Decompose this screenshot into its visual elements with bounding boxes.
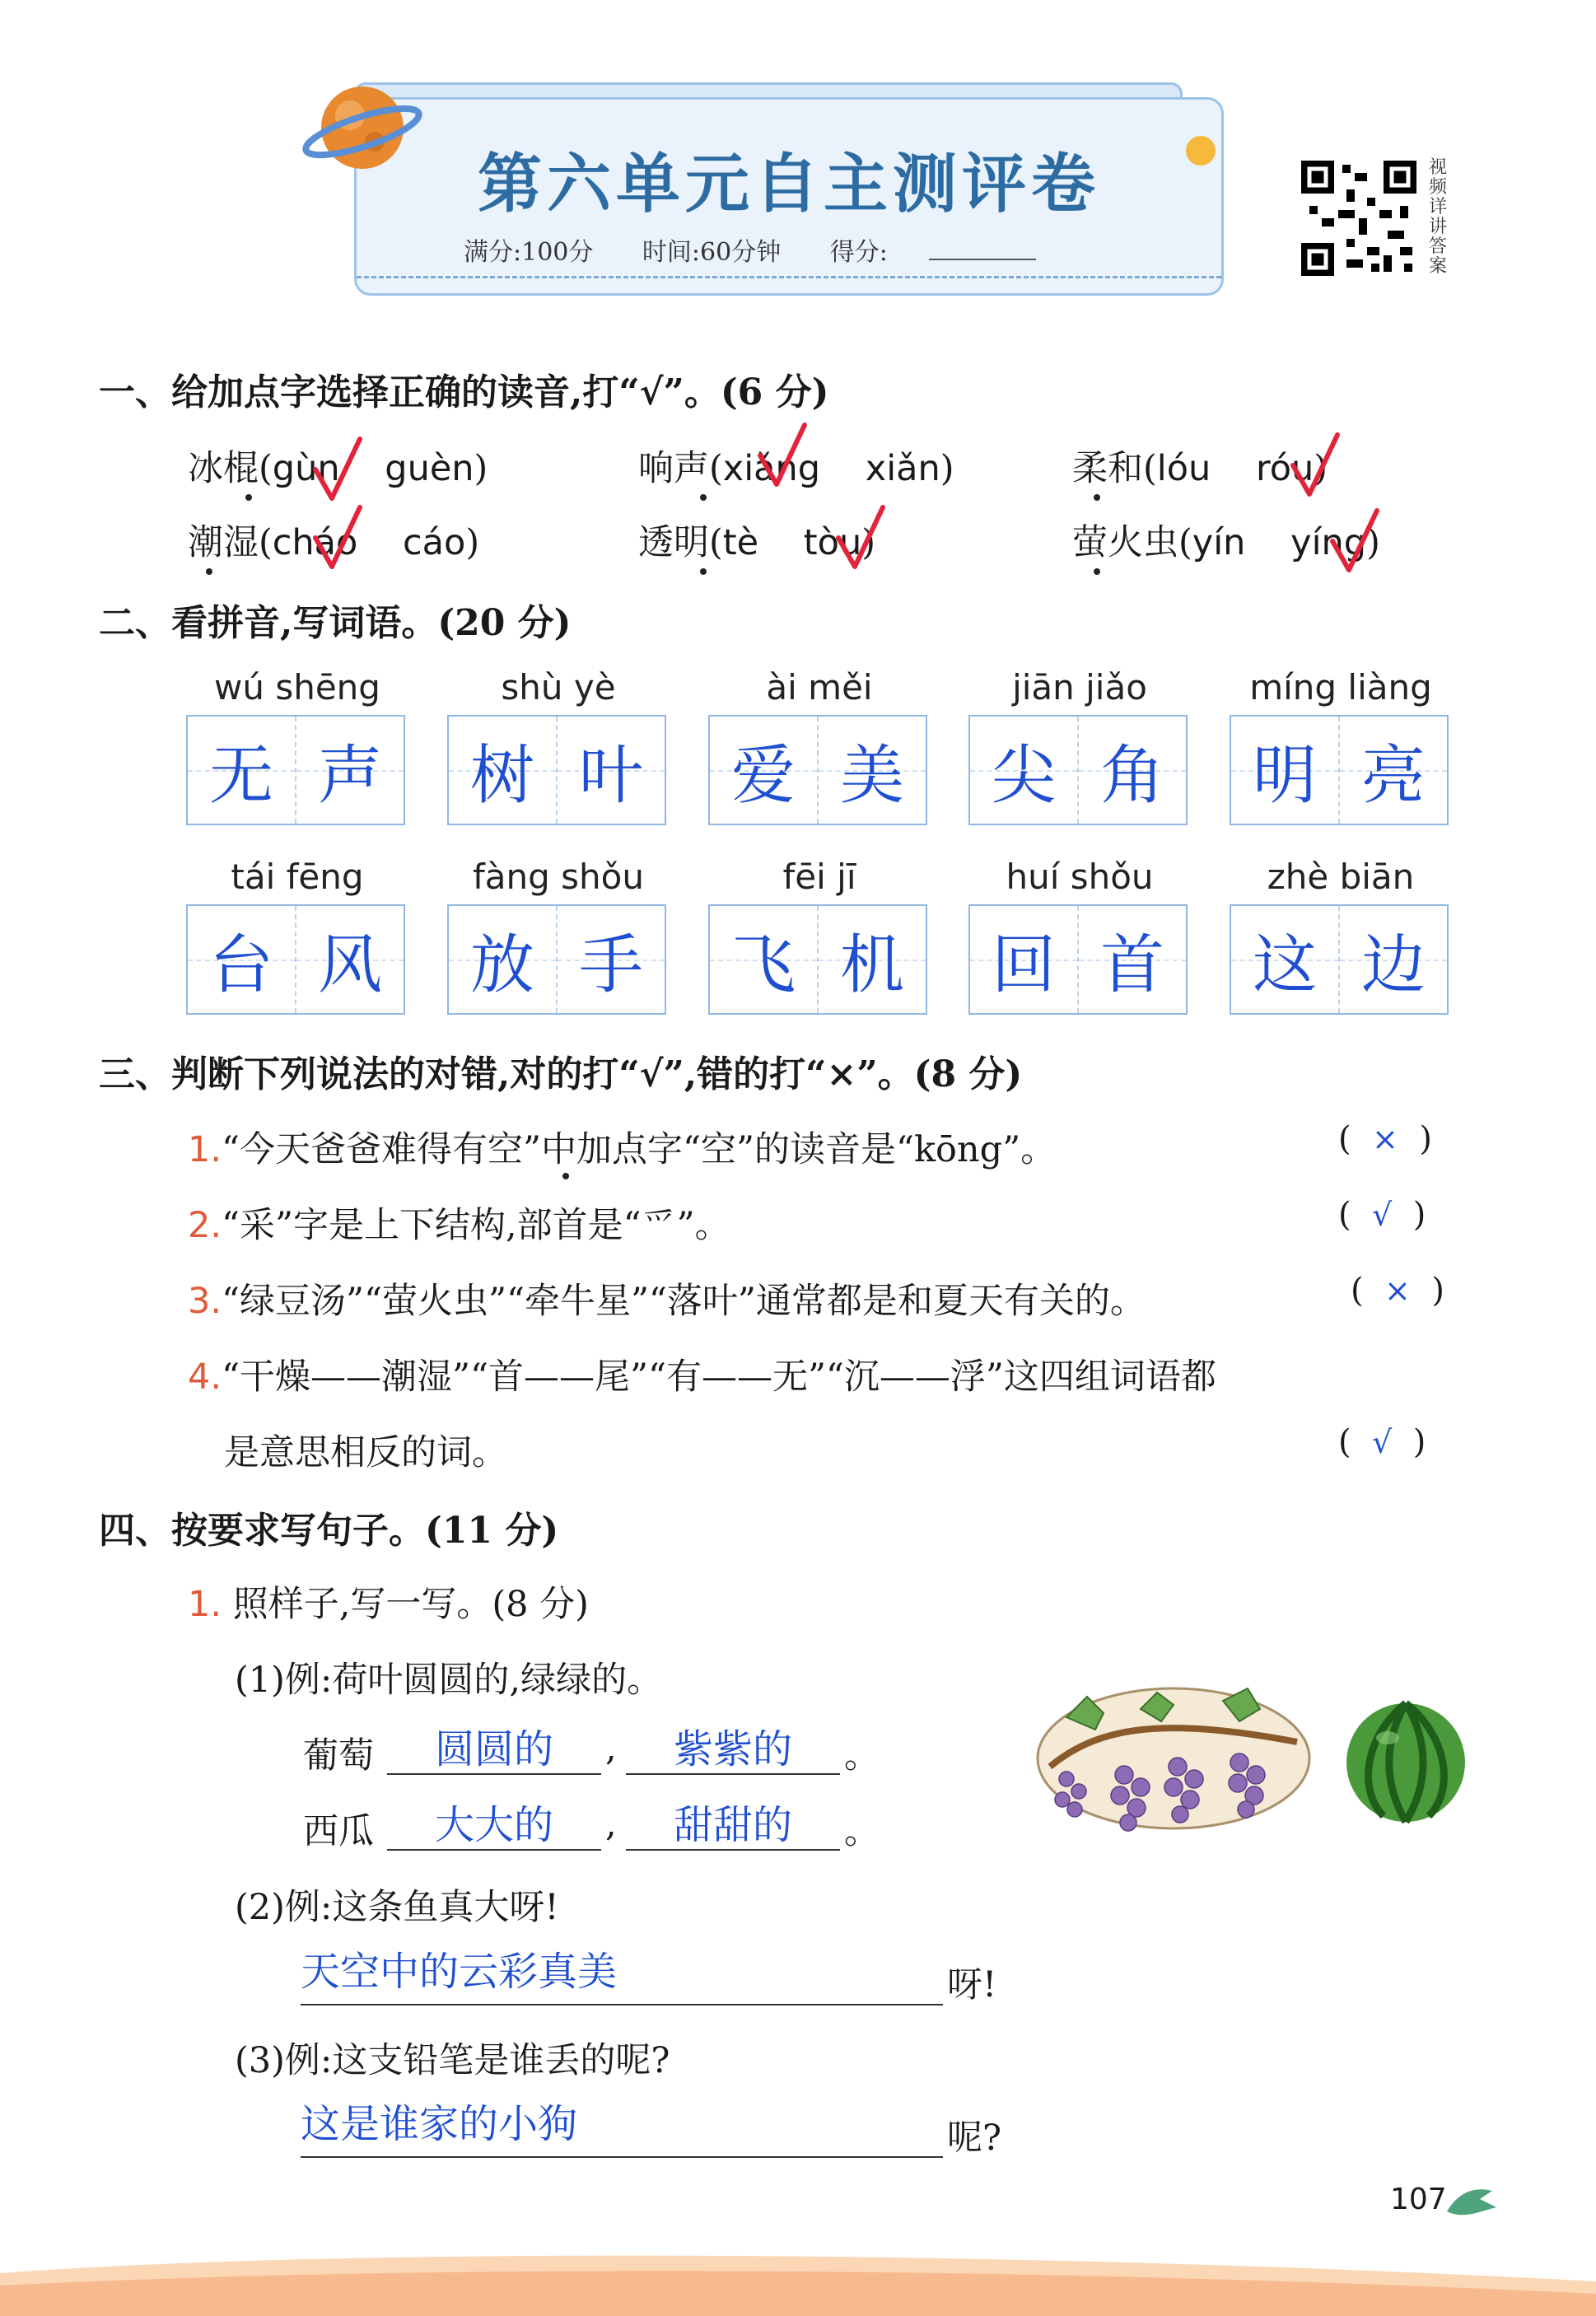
s1-item-2: 响声(xiǎng xiǎn)	[638, 448, 954, 489]
qr-label: 视频详讲答案	[1429, 157, 1448, 277]
check-mark-icon	[832, 501, 889, 575]
pinyin-label: fēi jī	[782, 857, 856, 897]
example-2: (2)例:这条鱼真大呀!	[235, 1887, 559, 1928]
full-score: 满分:100分	[464, 238, 594, 267]
emphasis-dot	[245, 494, 252, 501]
emphasis-dot	[562, 1173, 569, 1179]
check-mark-icon	[1286, 428, 1344, 502]
emphasis-dot	[1094, 568, 1100, 575]
pinyin-label: zhè biān	[1267, 857, 1415, 897]
word-box[interactable]: 明 亮	[1230, 715, 1449, 825]
check-mark-icon	[1326, 504, 1384, 578]
judge-item-4-cont: 是意思相反的词。	[224, 1432, 507, 1473]
melon-answer-2[interactable]: 甜甜的	[626, 1793, 840, 1851]
section1-heading: 一、给加点字选择正确的读音,打“√”。(6 分)	[99, 371, 829, 413]
answer-paren-3[interactable]: ( × )	[1351, 1272, 1444, 1310]
section2-heading: 二、看拼音,写词语。(20 分)	[99, 602, 572, 644]
judge-item-2: 2.“采”字是上下结构,部首是“爫”。	[188, 1205, 730, 1246]
score-label: 得分:	[829, 238, 888, 267]
check-mark-icon	[309, 432, 366, 507]
grapes-illustration	[1034, 1668, 1314, 1833]
example-3: (3)例:这支铅笔是谁丢的呢?	[235, 2040, 670, 2081]
word-box[interactable]: 无 声	[186, 715, 405, 825]
word-box[interactable]: 这 边	[1230, 904, 1449, 1015]
judge-item-1: 1.“今天爸爸难得有空”中加点字“空”的读音是“kōng”。	[188, 1129, 1057, 1170]
word-box[interactable]: 放 手	[447, 904, 666, 1015]
sentence-answer-2[interactable]: 天空中的云彩真美	[301, 1940, 943, 2005]
word-box[interactable]: 回 首	[968, 904, 1188, 1015]
section3-heading: 三、判断下列说法的对错,对的打“√”,错的打“×”。(8 分)	[99, 1053, 1023, 1095]
s1-item-6: 萤火虫(yín yíng)	[1072, 522, 1380, 563]
watermelon-illustration	[1342, 1693, 1470, 1824]
grape-answer-2[interactable]: 紫紫的	[626, 1717, 840, 1775]
answer-paren-2[interactable]: ( √ )	[1338, 1196, 1426, 1234]
judge-item-4: 4.“干燥——潮湿”“首——尾”“有——无”“沉——浮”这四组词语都	[188, 1356, 1216, 1398]
score-blank[interactable]	[929, 259, 1036, 260]
pinyin-label: jiān jiǎo	[1012, 667, 1147, 707]
example-1: (1)例:荷叶圆圆的,绿绿的。	[235, 1660, 663, 1701]
pinyin-label: huí shǒu	[1006, 857, 1154, 897]
exam-meta	[464, 231, 1077, 268]
grape-answer-1[interactable]: 圆圆的	[387, 1717, 601, 1775]
s1-item-4: 潮湿(cháo cáo)	[188, 522, 480, 563]
melon-answer-1[interactable]: 大大的	[387, 1793, 601, 1851]
word-box[interactable]: 尖 角	[968, 715, 1188, 825]
word-box[interactable]: 飞 机	[708, 904, 927, 1015]
s1-item-5: 透明(tè tòu)	[638, 522, 875, 563]
pinyin-label: tái fēng	[231, 857, 364, 897]
answer-paren-1[interactable]: ( × )	[1338, 1120, 1432, 1158]
emphasis-dot	[700, 568, 707, 575]
planet-icon	[301, 66, 424, 189]
section4-heading: 四、按要求写句子。(11 分)	[99, 1510, 559, 1552]
page-number: 107	[1390, 2183, 1447, 2216]
emphasis-dot	[700, 494, 707, 501]
page-title: 第六单元自主测评卷	[477, 147, 1100, 222]
check-mark-icon	[754, 418, 811, 493]
pinyin-label: shù yè	[501, 667, 616, 707]
qr-code-icon[interactable]	[1297, 156, 1421, 280]
pinyin-label: míng liàng	[1249, 667, 1432, 707]
judge-item-3: 3.“绿豆汤”“萤火虫”“牵牛星”“落叶”通常都是和夏天有关的。	[188, 1281, 1146, 1322]
sentence-answer-3[interactable]: 这是谁家的小狗	[301, 2092, 943, 2158]
emphasis-dot	[206, 568, 212, 575]
emphasis-dot	[1094, 494, 1100, 501]
word-box[interactable]: 台 风	[186, 904, 405, 1015]
s1-item-3: 柔和(lóu róu)	[1072, 448, 1328, 489]
answer-paren-4[interactable]: ( √ )	[1338, 1423, 1426, 1461]
pinyin-label: ài měi	[766, 667, 873, 707]
word-box[interactable]: 树 叶	[447, 715, 666, 825]
s1-item-1: 冰棍(gùn guèn)	[188, 448, 488, 489]
s4-sub1: 1. 照样子,写一写。(8 分)	[188, 1584, 589, 1625]
grape-label: 葡萄	[303, 1735, 374, 1777]
check-mark-icon	[309, 501, 366, 575]
pinyin-label: wú shēng	[214, 667, 380, 707]
footer-band	[0, 2240, 1596, 2316]
title-banner	[354, 97, 1224, 296]
bird-icon	[1443, 2174, 1500, 2224]
time-limit: 时间:60分钟	[642, 238, 782, 267]
banner-tag-icon	[1186, 136, 1216, 166]
word-box[interactable]: 爱 美	[708, 715, 927, 825]
melon-label: 西瓜	[303, 1811, 374, 1852]
pinyin-label: fàng shǒu	[473, 857, 644, 897]
